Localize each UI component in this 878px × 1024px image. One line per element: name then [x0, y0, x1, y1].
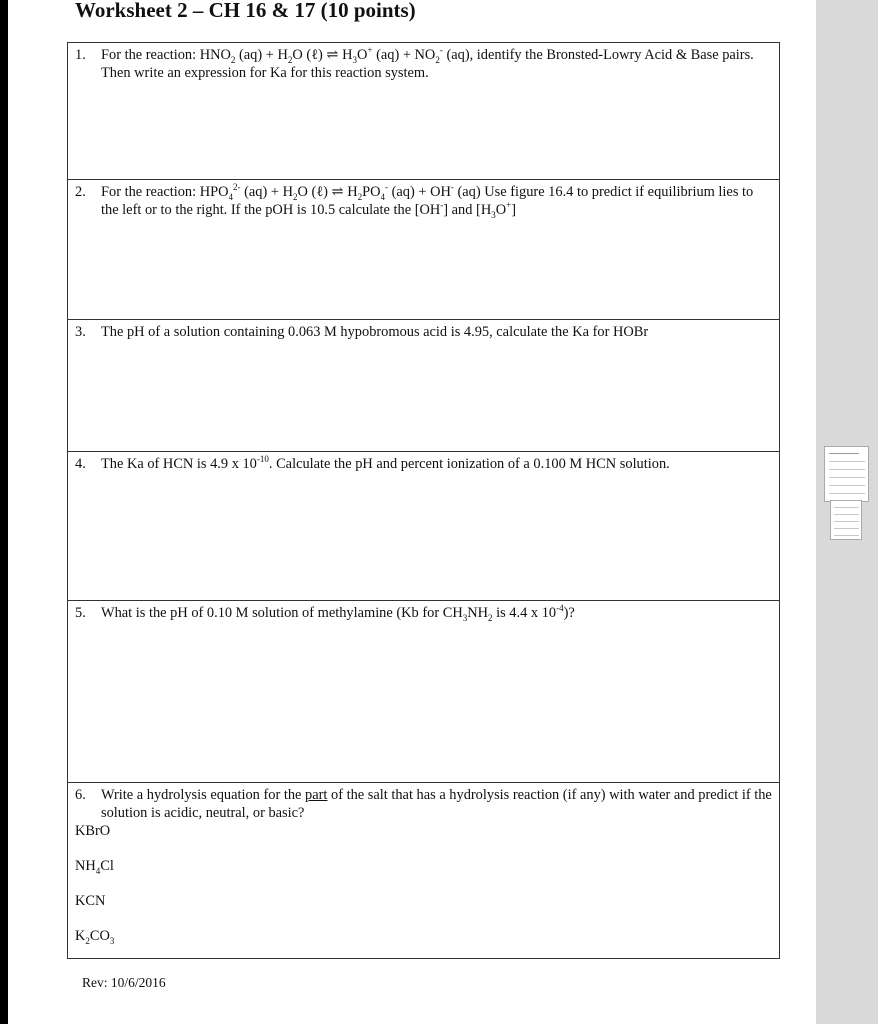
- salt-nh4cl: $NH_4Cl$: [75, 858, 114, 876]
- revision-date: Rev: 10/6/2016: [82, 975, 166, 990]
- question-text-2: For the reaction: $HPO_4^{2-}$ $(aq) + H_2O$ (ℓ) ⇌ $H_2PO_4^-$ (aq) + OH- (aq) Use figure 16.4 to predict if equilibrium lies to the left or to the right. If the pOH is 10.5 calculate the [OH-] and $[H_3O^+]$: [101, 182, 754, 220]
- salt-kcn: KCN: [75, 893, 106, 909]
- question-text-6: Write a hydrolysis equation for the part of the salt that has a hydrolysis reaction (if any) with water and predict if the solution is acidic, neutral, or basic?: [101, 787, 772, 821]
- question-cell-1: [67, 43, 780, 180]
- question-number: 5.: [75, 605, 86, 621]
- salt-kbro: KBrO: [75, 823, 111, 839]
- question-cell-5: [67, 601, 780, 783]
- question-cell-4: [67, 452, 780, 601]
- page-thumbnail-2[interactable]: [830, 500, 862, 540]
- question-number: 2.: [75, 184, 86, 200]
- question-text-3: The pH of a solution containing 0.063 M hypobromous acid is 4.95, calculate the Ka for HOBr: [101, 324, 649, 340]
- page-title: Worksheet 2 – CH 16 & 17 (10 points): [75, 0, 416, 22]
- question-cell-3: [67, 320, 780, 452]
- question-number: 3.: [75, 324, 86, 340]
- question-text-5: What is the pH of 0.10 M solution of methylamine (Kb for $CH_3NH_2$ is 4.4 x $10^{-4}$)?: [101, 603, 575, 623]
- question-cell-6: [67, 783, 780, 959]
- salt-k2co3: $K_2CO_3$: [75, 928, 115, 946]
- question-text-1: For the reaction: $HNO_2$ $(aq) + H_2O$ (ℓ) ⇌ $H_3O^+$ $(aq) + NO_2^-$ (aq), identify the Bronsted-Lowry Acid & Base pairs. Then write an expression for Ka for this reaction system.: [101, 45, 754, 81]
- page-thumbnail-1[interactable]: [824, 446, 869, 502]
- question-cell-2: [67, 180, 780, 320]
- question-number: 6.: [75, 787, 86, 803]
- question-number: 1.: [75, 47, 86, 63]
- question-number: 4.: [75, 456, 86, 472]
- question-text-4: The Ka of HCN is 4.9 x $10^{-10}$. Calculate the pH and percent ionization of a 0.100 M HCN solution.: [101, 454, 670, 472]
- question-table: [67, 42, 780, 959]
- window-edge: [0, 0, 8, 1024]
